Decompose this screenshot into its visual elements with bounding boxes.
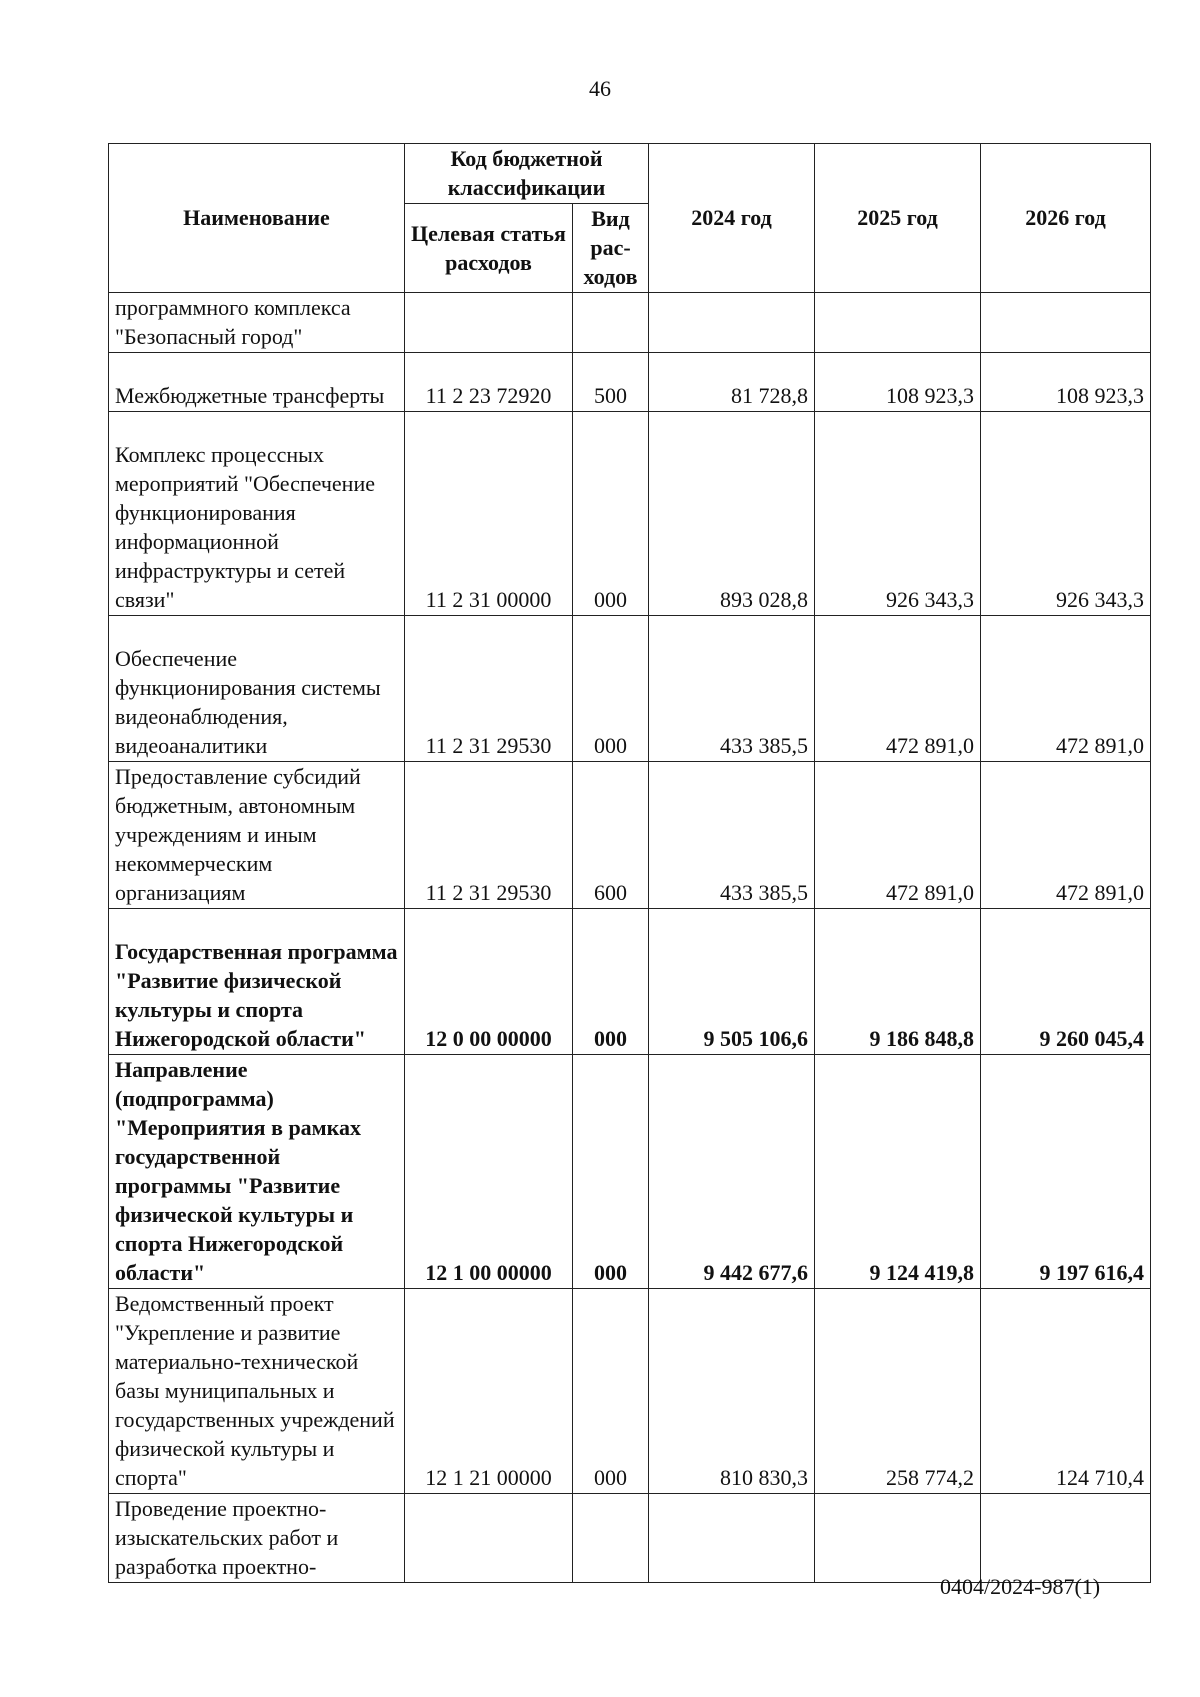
- row-2024: 9 442 677,6: [649, 1055, 815, 1289]
- row-name: программного комплекса "Безопасный город": [109, 293, 405, 353]
- row-2026: 108 923,3: [981, 353, 1151, 412]
- document-code: 0404/2024-987(1): [940, 1574, 1101, 1599]
- row-2025: 9 186 848,8: [815, 909, 981, 1055]
- row-2024: [649, 1494, 815, 1583]
- row-2026: [981, 1494, 1151, 1583]
- row-code: [405, 293, 573, 353]
- row-name: Ведомственный проект "Укрепление и развитие материально-технической базы муниципальных и государственных учреждений физической культуры и спорта": [109, 1289, 405, 1494]
- row-2025: [815, 293, 981, 353]
- header-2024: 2024 год: [649, 144, 815, 293]
- header-budget-code: Код бюджетной классификации: [405, 144, 649, 204]
- row-2026: 9 260 045,4: [981, 909, 1151, 1055]
- page-number: 46: [589, 76, 611, 101]
- row-code: 12 1 00 00000: [405, 1055, 573, 1289]
- row-code: 11 2 31 29530: [405, 762, 573, 909]
- row-2024: 81 728,8: [649, 353, 815, 412]
- row-2026: 926 343,3: [981, 412, 1151, 616]
- row-kind: [573, 1494, 649, 1583]
- row-name: Проведение проектно-изыскательских работ и разработка проектно-: [109, 1494, 405, 1583]
- row-kind: 000: [573, 1055, 649, 1289]
- row-2026: 9 197 616,4: [981, 1055, 1151, 1289]
- row-2026: 124 710,4: [981, 1289, 1151, 1494]
- row-name: Направление (подпрограмма) "Мероприятия в рамках государственной программы "Развитие физической культуры и спорта Нижегородской области": [109, 1055, 405, 1289]
- row-name: Комплекс процессных мероприятий "Обеспечение функционирования информационной инфраструктуры и сетей связи": [109, 412, 405, 616]
- row-2025: 108 923,3: [815, 353, 981, 412]
- row-kind: 000: [573, 412, 649, 616]
- row-kind: 000: [573, 909, 649, 1055]
- row-2026: [981, 293, 1151, 353]
- row-name: Обеспечение функционирования системы видеонаблюдения, видеоаналитики: [109, 616, 405, 762]
- row-kind: 000: [573, 1289, 649, 1494]
- row-code: 12 0 00 00000: [405, 909, 573, 1055]
- row-2024: 433 385,5: [649, 616, 815, 762]
- row-code: 12 1 21 00000: [405, 1289, 573, 1494]
- header-name: Наименование: [109, 144, 405, 293]
- row-2025: 472 891,0: [815, 616, 981, 762]
- row-2025: 9 124 419,8: [815, 1055, 981, 1289]
- header-expense-kind: Вид рас-ходов: [573, 204, 649, 293]
- row-kind: 500: [573, 353, 649, 412]
- row-2024: 810 830,3: [649, 1289, 815, 1494]
- row-code: [405, 1494, 573, 1583]
- row-name: Государственная программа "Развитие физической культуры и спорта Нижегородской области": [109, 909, 405, 1055]
- row-2024: 433 385,5: [649, 762, 815, 909]
- row-name: Межбюджетные трансферты: [109, 353, 405, 412]
- row-kind: 000: [573, 616, 649, 762]
- row-kind: [573, 293, 649, 353]
- row-2025: 258 774,2: [815, 1289, 981, 1494]
- row-code: 11 2 23 72920: [405, 353, 573, 412]
- header-2026: 2026 год: [981, 144, 1151, 293]
- row-2025: 926 343,3: [815, 412, 981, 616]
- row-kind: 600: [573, 762, 649, 909]
- row-2024: 9 505 106,6: [649, 909, 815, 1055]
- row-code: 11 2 31 00000: [405, 412, 573, 616]
- row-2026: 472 891,0: [981, 762, 1151, 909]
- row-name: Предоставление субсидий бюджетным, автономным учреждениям и иным некоммерческим организациям: [109, 762, 405, 909]
- row-code: 11 2 31 29530: [405, 616, 573, 762]
- row-2026: 472 891,0: [981, 616, 1151, 762]
- row-2025: 472 891,0: [815, 762, 981, 909]
- header-target-article: Целевая статья расходов: [405, 204, 573, 293]
- row-2025: [815, 1494, 981, 1583]
- budget-table: [108, 143, 1151, 1583]
- header-2025: 2025 год: [815, 144, 981, 293]
- row-2024: [649, 293, 815, 353]
- row-2024: 893 028,8: [649, 412, 815, 616]
